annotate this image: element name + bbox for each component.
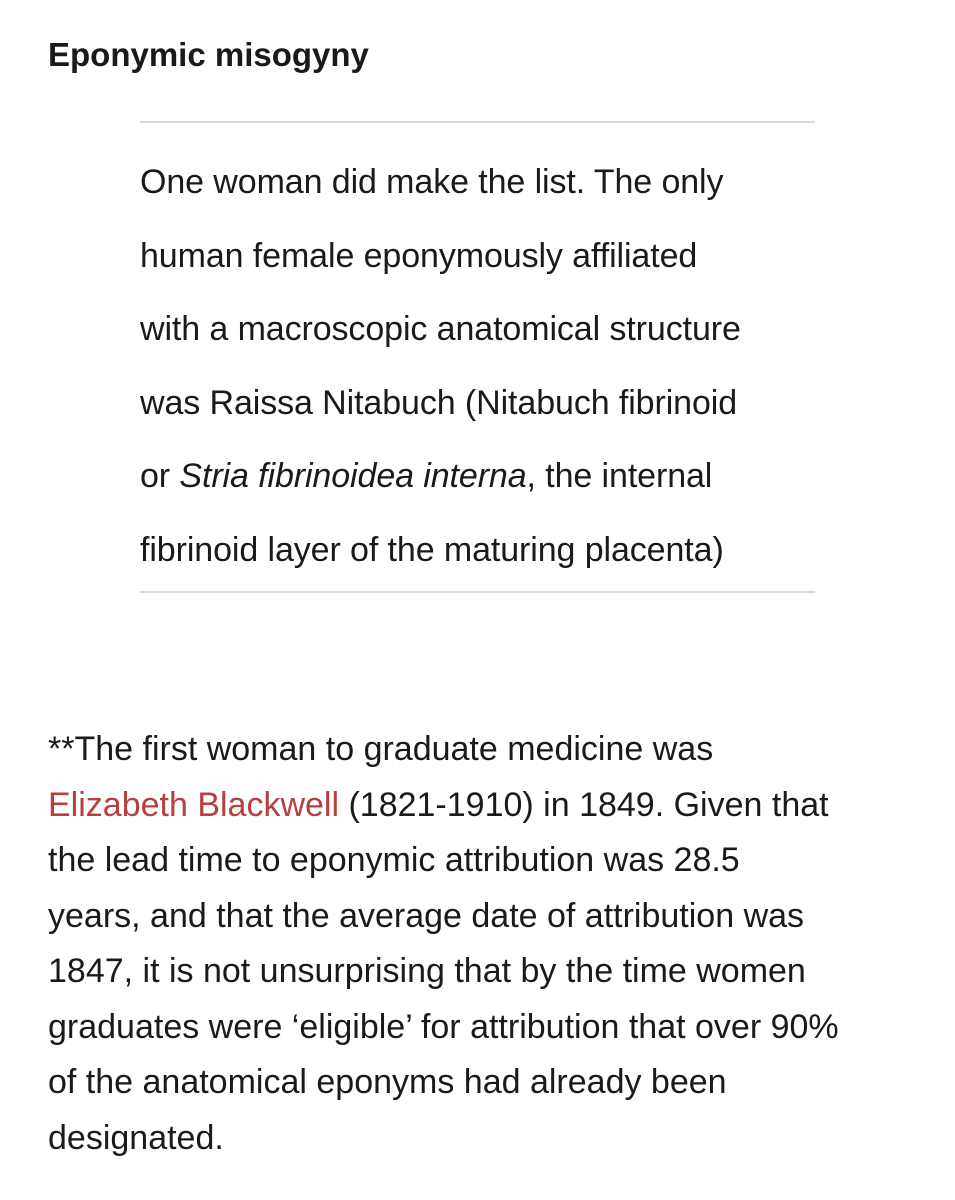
footnote-line: graduates were ‘eligible’ for attribution that over 90% — [48, 1007, 839, 1046]
footnote-line: the lead time to eponymic attribution was 28.5 — [48, 841, 740, 879]
footnote-text: (1821-1910) in 1849. Given that — [339, 785, 829, 824]
footnote-line: **The first woman to graduate medicine was — [48, 730, 714, 768]
elizabeth-blackwell-link[interactable]: Elizabeth Blackwell — [48, 785, 340, 824]
pull-quote-text — [140, 123, 815, 587]
footnote-line: of the anatomical eponyms had already been — [48, 1063, 727, 1101]
quote-italic-term: Stria fibrinoidea interna — [179, 457, 527, 495]
quote-line: human female eponymously affiliated — [140, 236, 698, 275]
pull-quote — [140, 121, 815, 593]
footnote-line — [48, 778, 928, 834]
quote-line: was Raissa Nitabuch (Nitabuch fibrinoid — [140, 383, 738, 422]
footnote-line: designated. — [48, 1118, 224, 1157]
quote-line: with a macroscopic anatomical structure — [140, 310, 741, 348]
footnote-paragraph — [48, 722, 928, 1166]
quote-text: , the internal — [526, 457, 713, 495]
quote-line: One woman did make the list. The only — [140, 163, 724, 201]
quote-line: fibrinoid layer of the maturing placenta) — [140, 530, 724, 569]
section-heading: Eponymic misogyny — [48, 36, 369, 73]
footnote-line: years, and that the average date of attribution was — [48, 896, 805, 935]
quote-line — [140, 440, 815, 514]
footnote-line: 1847, it is not unsurprising that by the time women — [48, 952, 806, 990]
quote-text: or — [140, 457, 180, 495]
